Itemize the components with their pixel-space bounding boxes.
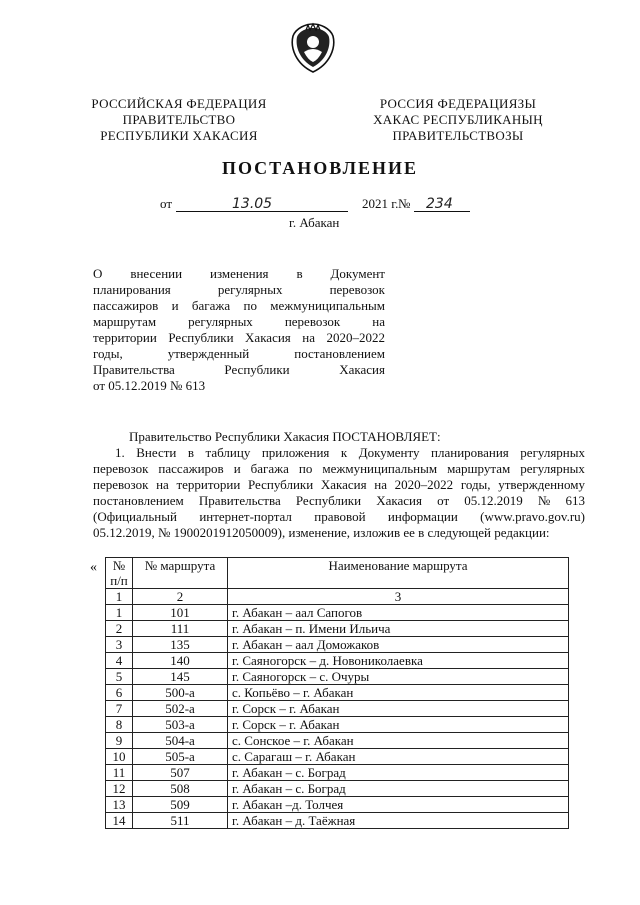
header-left-line: РЕСПУБЛИКИ ХАКАСИЯ — [100, 128, 258, 143]
paragraph-word: межмуниципальным — [322, 461, 438, 476]
paragraph-word: Хакасия — [376, 493, 422, 508]
header-cell-num: № п/п — [106, 558, 133, 589]
date-prefix: от — [160, 196, 173, 211]
row-number-cell: 5 — [106, 669, 133, 685]
paragraph-word: № — [537, 493, 551, 508]
subject-line — [93, 282, 385, 298]
subject-word: Документ — [330, 266, 385, 281]
paragraph-word: багажа — [250, 461, 289, 476]
table-colnum-row — [106, 589, 569, 605]
paragraph-word: 05.12.2019, № 1900201912050009), изменение, изложив ее в следующей редакции: — [93, 525, 550, 540]
subject-word: изменения — [210, 266, 269, 281]
routes-table — [105, 557, 569, 829]
row-number-cell: 13 — [106, 797, 133, 813]
paragraph-word: в — [187, 445, 195, 460]
header-cell-route-name: Наименование маршрута — [228, 558, 569, 589]
subject-word: маршрутам — [93, 314, 157, 329]
route-name-cell: г. Абакан – с. Боград — [228, 781, 569, 797]
route-number-cell: 509 — [133, 797, 228, 813]
colnum-cell: 3 — [228, 589, 569, 605]
handwritten-number: 234 — [426, 196, 453, 212]
paragraph-word: территории — [176, 477, 241, 492]
route-name-cell: с. Сарагаш – г. Абакан — [228, 749, 569, 765]
paragraph-word: Республики — [247, 477, 314, 492]
handwritten-date: 13.05 — [232, 196, 273, 212]
route-name-cell: г. Абакан – д. Таёжная — [228, 813, 569, 829]
route-number-cell: 101 — [133, 605, 228, 621]
subject-word: по — [243, 298, 257, 313]
route-number-cell: 511 — [133, 813, 228, 829]
city-name: г. Абакан — [289, 215, 340, 230]
paragraph-word: регулярных — [520, 445, 585, 460]
paragraph-word: правовой — [314, 509, 366, 524]
paragraph-word: утвержденному — [498, 477, 585, 492]
paragraph-word: 05.12.2019 — [464, 493, 523, 508]
paragraph-word: на — [374, 477, 387, 492]
preamble-text: Правительство Республики Хакасия ПОСТАНОВЛЯЕТ: — [129, 429, 441, 444]
paragraph-word: планирования — [431, 445, 509, 460]
document-title: ПОСТАНОВЛЕНИЕ — [221, 158, 419, 178]
table-header-row — [106, 558, 569, 589]
header-left-line: РОССИЙСКАЯ ФЕДЕРАЦИЯ — [91, 96, 267, 111]
route-number-cell: 502-а — [133, 701, 228, 717]
subject-line — [93, 362, 385, 378]
subject-line — [93, 346, 385, 362]
subject-line — [93, 330, 385, 346]
paragraph-word: к — [340, 445, 348, 460]
subject-word: в — [296, 266, 303, 281]
subject-word: постановлением — [294, 346, 385, 361]
subject-word: и — [171, 298, 179, 313]
row-number-cell: 1 — [106, 605, 133, 621]
header-right-line: ХАКАС РЕСПУБЛИКАНЫҢ — [373, 112, 543, 127]
paragraph-word: Республики — [295, 493, 362, 508]
route-number-cell: 145 — [133, 669, 228, 685]
row-number-cell: 8 — [106, 717, 133, 733]
paragraph-word: 1. — [115, 445, 125, 460]
route-name-cell: г. Абакан –д. Толчея — [228, 797, 569, 813]
row-number-cell: 10 — [106, 749, 133, 765]
paragraph-line — [93, 445, 585, 461]
paragraph-word: Правительства — [198, 493, 281, 508]
table-row — [106, 621, 569, 637]
route-name-cell: г. Сорск – г. Абакан — [228, 701, 569, 717]
subject-word: перевозок — [284, 314, 341, 329]
paragraph-word: регулярных — [520, 461, 585, 476]
route-number-cell: 503-а — [133, 717, 228, 733]
paragraph-word: Хакасия — [320, 477, 367, 492]
paragraph-word: на — [156, 477, 169, 492]
subject-line — [93, 378, 385, 394]
header-left-block — [88, 96, 270, 144]
route-number-cell: 111 — [133, 621, 228, 637]
subject-word: внесении — [130, 266, 183, 281]
subject-word: на — [302, 330, 316, 345]
colnum-cell: 2 — [133, 589, 228, 605]
row-number-cell: 12 — [106, 781, 133, 797]
paragraph-word: информации — [387, 509, 458, 524]
open-quote: « — [90, 560, 97, 575]
subject-word: багажа — [191, 298, 231, 313]
table-row — [106, 717, 569, 733]
subject-word: Правительства — [93, 362, 175, 377]
row-number-cell: 3 — [106, 637, 133, 653]
row-number-cell: 11 — [106, 765, 133, 781]
subject-word: Республики — [168, 330, 234, 345]
paragraph-word: перевозок — [93, 461, 149, 476]
subject-line — [93, 266, 385, 282]
paragraph-word: (Официальный — [93, 509, 177, 524]
paragraph-word: интернет-портал — [199, 509, 292, 524]
row-number-cell: 6 — [106, 685, 133, 701]
route-number-cell: 507 — [133, 765, 228, 781]
subject-word: межмуниципальным — [270, 298, 385, 313]
subject-word: утвержденный — [167, 346, 250, 361]
route-number-cell: 508 — [133, 781, 228, 797]
table-row — [106, 701, 569, 717]
route-name-cell: г. Абакан – аал Сапогов — [228, 605, 569, 621]
subject-word: О — [93, 266, 103, 281]
preamble — [93, 429, 585, 445]
subject-line — [93, 298, 385, 314]
subject-word: пассажиров — [93, 298, 159, 313]
route-name-cell: с. Сонское – г. Абакан — [228, 733, 569, 749]
route-name-cell: г. Абакан – п. Имени Ильича — [228, 621, 569, 637]
paragraph-word: Документу — [358, 445, 420, 460]
route-name-cell: г. Саяногорск – д. Новониколаевка — [228, 653, 569, 669]
paragraph-line — [93, 461, 585, 477]
row-number-cell: 2 — [106, 621, 133, 637]
subject-word: годы, — [93, 346, 123, 361]
route-name-cell: г. Абакан – с. Боград — [228, 765, 569, 781]
subject-word: Республики — [224, 362, 290, 377]
paragraph-word: 613 — [565, 493, 585, 508]
table-row — [106, 797, 569, 813]
paragraph-word: 2020–2022 — [394, 477, 454, 492]
paragraph-word: перевозок — [93, 477, 149, 492]
route-number-cell: 500-а — [133, 685, 228, 701]
subject-word: 2020–2022 — [326, 330, 385, 345]
header-right-block — [372, 96, 544, 144]
table-row — [106, 637, 569, 653]
subject-block — [93, 266, 385, 394]
paragraph-word: пассажиров — [158, 461, 224, 476]
row-number-cell: 9 — [106, 733, 133, 749]
subject-word: Хакасия — [245, 330, 291, 345]
row-number-cell: 7 — [106, 701, 133, 717]
paragraph-line — [93, 509, 585, 525]
paragraph-word: приложения — [261, 445, 330, 460]
paragraph-line — [93, 493, 585, 509]
paragraph-word: постановлением — [93, 493, 184, 508]
colnum-cell: 1 — [106, 589, 133, 605]
route-name-cell: г. Сорск – г. Абакан — [228, 717, 569, 733]
paragraph-word: от — [437, 493, 450, 508]
route-name-cell: г. Саяногорск – с. Очуры — [228, 669, 569, 685]
subject-word: территории — [93, 330, 157, 345]
subject-word: Хакасия — [339, 362, 385, 377]
header-right-line: РОССИЯ ФЕДЕРАЦИЯЗЫ — [379, 96, 537, 111]
table-row — [106, 749, 569, 765]
route-number-cell: 504-а — [133, 733, 228, 749]
subject-word: планирования — [93, 282, 171, 297]
table-row — [106, 653, 569, 669]
subject-line — [93, 314, 385, 330]
paragraph-word: Внести — [136, 445, 177, 460]
header-right-line: ПРАВИТЕЛЬСТВОЗЫ — [392, 128, 524, 143]
table-row — [106, 605, 569, 621]
number-sign: № — [398, 196, 411, 211]
route-name-cell: г. Абакан – аал Доможаков — [228, 637, 569, 653]
paragraph-word: (www.pravo.gov.ru) — [480, 509, 585, 524]
date-year: 2021 г. — [362, 196, 399, 211]
row-number-cell: 4 — [106, 653, 133, 669]
subject-word: регулярных — [217, 282, 283, 297]
route-number-cell: 135 — [133, 637, 228, 653]
paragraph-line — [93, 525, 585, 541]
row-number-cell: 14 — [106, 813, 133, 829]
paragraph-1 — [93, 445, 585, 541]
route-name-cell: с. Копьёво – г. Абакан — [228, 685, 569, 701]
table-row — [106, 765, 569, 781]
paragraph-line — [93, 477, 585, 493]
table-row — [106, 685, 569, 701]
paragraph-word: и — [233, 461, 241, 476]
paragraph-word: маршрутам — [447, 461, 511, 476]
subject-word: на — [372, 314, 385, 329]
table-row — [106, 669, 569, 685]
subject-word: от 05.12.2019 № 613 — [93, 378, 206, 393]
subject-word: перевозок — [329, 282, 385, 297]
paragraph-word: таблицу — [205, 445, 251, 460]
header-cell-route-number: № маршрута — [133, 558, 228, 589]
paragraph-word: по — [298, 461, 313, 476]
table-row — [106, 781, 569, 797]
subject-word: регулярных — [188, 314, 253, 329]
route-number-cell: 140 — [133, 653, 228, 669]
header-left-line: ПРАВИТЕЛЬСТВО — [122, 112, 236, 127]
route-number-cell: 505-а — [133, 749, 228, 765]
table-row — [106, 813, 569, 829]
routes-table-body — [106, 605, 569, 829]
coat-of-arms-emblem — [290, 22, 336, 74]
paragraph-word: годы, — [460, 477, 491, 492]
table-row — [106, 733, 569, 749]
